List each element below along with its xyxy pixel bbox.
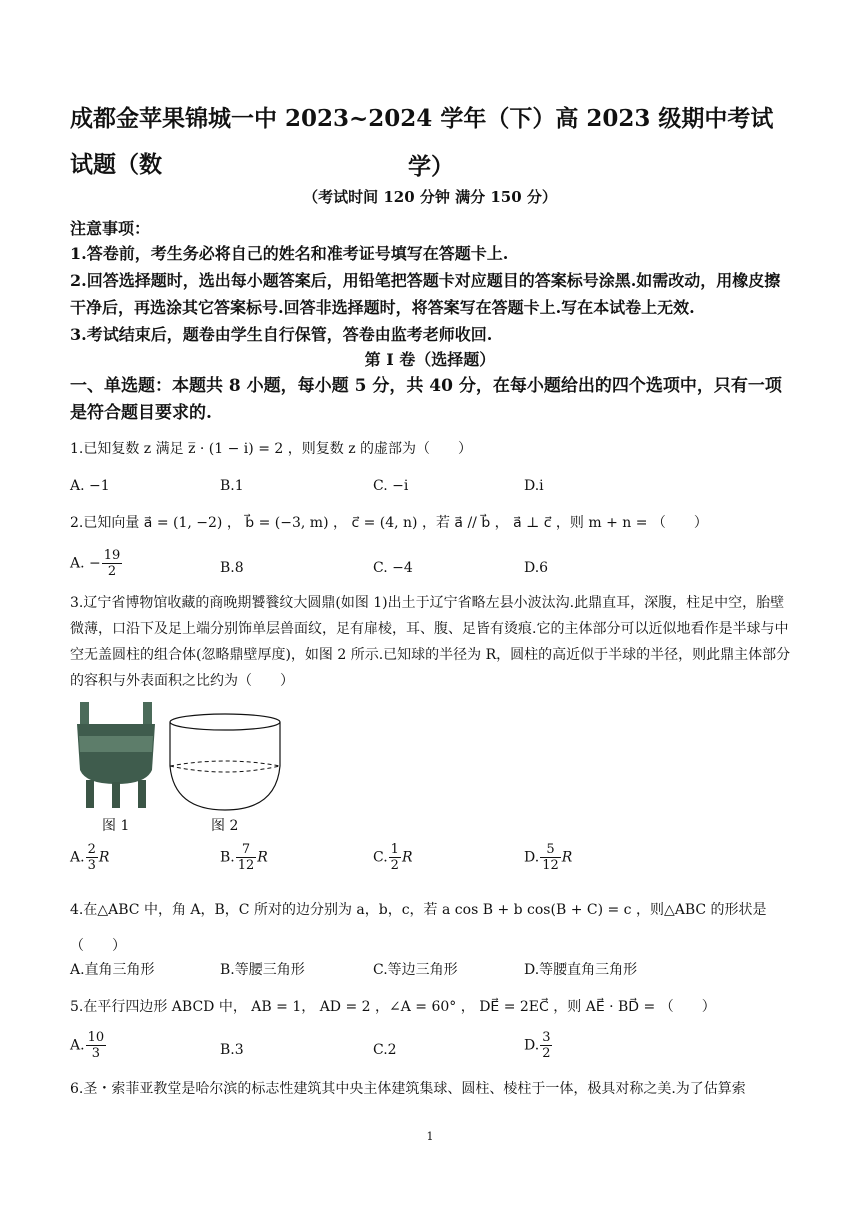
figure-1-label: 图 1 <box>102 818 130 834</box>
option-d <box>524 842 572 873</box>
fraction <box>540 842 561 873</box>
ding-leg-right <box>138 780 146 808</box>
question-4-options <box>70 959 792 983</box>
numerator: 10 <box>87 1030 105 1045</box>
question-1-options <box>70 478 792 502</box>
option-d: D.等腰直角三角形 <box>524 962 638 978</box>
numerator: 2 <box>87 842 96 857</box>
numerator: 7 <box>236 842 257 858</box>
denominator: 3 <box>87 858 96 873</box>
page-number: 1 <box>426 1130 434 1143</box>
fraction <box>389 842 401 873</box>
denominator: 2 <box>107 564 117 579</box>
option-c <box>373 842 413 873</box>
top-rim <box>170 714 280 730</box>
option-variable: R <box>98 849 110 866</box>
option-variable: R <box>401 849 413 866</box>
option-label: A. <box>70 849 85 866</box>
junction-dashed-back <box>170 761 280 766</box>
question-3-options <box>70 842 792 878</box>
notes-heading: 注意事项： <box>70 219 151 238</box>
option-b: B.等腰三角形 <box>220 962 305 978</box>
option-a <box>70 1030 107 1061</box>
option-d: D.i <box>524 478 544 494</box>
option-d: D.6 <box>524 560 549 576</box>
option-c: C.等边三角形 <box>373 962 458 978</box>
option-label: C. <box>373 849 388 866</box>
option-label: D. <box>524 849 540 866</box>
option-label: A. <box>70 1037 85 1054</box>
question-1-stem: 1.已知复数 z 满足 z̅ · (1 − i) = 2 ，则复数 z 的虚部为（ ） <box>70 441 473 457</box>
option-b: B.8 <box>220 560 244 576</box>
ding-leg-middle <box>112 782 120 808</box>
exam-subtitle: （考试时间 120 分钟 满分 150 分） <box>303 188 557 206</box>
volume-title: 第 I 卷（选择题） <box>364 350 496 369</box>
option-a: A. −1 <box>70 478 110 494</box>
question-4-stem: 4.在△ABC 中，角 A，B，C 所对的边分别为 a，b，c，若 a cos B + b cos(B + C) = c ，则△ABC 的形状是（ ） <box>70 902 767 954</box>
question-6-stem: 6.圣・索菲亚教堂是哈尔滨的标志性建筑其中央主体建筑集球、圆柱、棱柱于一体，极具对称之美.为了估算索 <box>70 1081 746 1097</box>
option-b: B.1 <box>220 478 244 494</box>
section-title: 一、单选题：本题共 8 小题，每小题 5 分，共 40 分，在每小题给出的四个选项中，只有一项是符合题目要求的. <box>70 376 782 423</box>
option-label: B. <box>220 849 235 866</box>
option-b <box>220 842 268 873</box>
fraction <box>540 1030 552 1061</box>
denominator: 12 <box>237 858 255 873</box>
option-a: A.直角三角形 <box>70 962 155 978</box>
fraction <box>102 548 123 579</box>
option-d <box>524 1030 553 1061</box>
question-2-options <box>70 548 792 588</box>
option-b: B.3 <box>220 1042 244 1058</box>
question-3-stem: 3.辽宁省博物馆收藏的商晚期饕餮纹大圆鼎(如图 1)出土于辽宁省略左县小波汰沟.此鼎直耳，深腹，柱足中空，胎壁微薄，口沿下及足上端分别饰单层兽面纹，足有扉棱，耳、腹、足皆有烫痕.它的主体部分可以近似地看作是半球与中空无盖圆柱的组合体(忽略鼎壁厚度)，如图 2 所示.已知球的半径为 R，圆柱的高近似于半球的半径，则此鼎主体部分的容积与外表面积之比约为（ ） <box>70 595 791 689</box>
denominator: 2 <box>390 858 399 873</box>
fraction <box>236 842 257 873</box>
numerator: 5 <box>540 842 561 858</box>
junction-dashed-front <box>170 766 280 772</box>
denominator: 2 <box>542 1046 551 1061</box>
fraction <box>86 842 98 873</box>
note-item: 1.答卷前，考生务必将自己的姓名和准考证号填写在答题卡上. <box>70 244 509 263</box>
question-5-options <box>70 1030 792 1070</box>
option-a <box>70 548 123 579</box>
note-item: 2.回答选择题时，选出每小题答案后，用铅笔把答题卡对应题目的答案标号涂黑.如需改动，用橡皮擦干净后，再选涂其它答案标号.回答非选择题时，将答案写在答题卡上.写在本试卷上无效. <box>70 271 781 317</box>
option-c: C. −i <box>373 478 409 494</box>
hemisphere-outline <box>170 766 280 810</box>
denominator: 3 <box>91 1046 100 1061</box>
option-label: D. <box>524 1037 540 1054</box>
option-c: C. −4 <box>373 560 413 576</box>
denominator: 12 <box>542 858 559 873</box>
option-variable: R <box>257 849 268 866</box>
fraction <box>86 1030 107 1061</box>
option-c: C.2 <box>373 1042 397 1058</box>
ding-left-ear <box>80 702 89 726</box>
numerator: 1 <box>390 842 399 857</box>
ding-vessel-figure <box>74 700 158 810</box>
numerator: 19 <box>103 548 121 563</box>
option-a <box>70 842 109 873</box>
option-a-label: A. − <box>70 555 101 572</box>
ding-right-ear <box>143 702 152 726</box>
option-variable: R <box>561 849 573 866</box>
ding-band <box>79 736 153 752</box>
figure-2-label: 图 2 <box>211 818 239 834</box>
ding-body <box>77 724 155 784</box>
question-5-stem: 5.在平行四边形 ABCD 中， AB = 1， AD = 2 ，∠A = 60° ， DE⃗ = 2EC⃗ ，则 AE⃗ · BD⃗ = （ ） <box>70 999 716 1015</box>
exam-title-line2: 学） <box>408 153 454 180</box>
note-item: 3.考试结束后，题卷由学生自行保管，答卷由监考老师收回. <box>70 325 493 344</box>
question-2-stem: 2.已知向量 a⃗ = (1, −2) ， b⃗ = (−3, m) ， c⃗ = (4, n) ，若 a⃗ // b⃗ ， a⃗ ⊥ c⃗ ，则 m + n = （ ） <box>70 515 708 531</box>
exam-title-line1: 成都金苹果锦城一中 2023~2024 学年（下）高 2023 级期中考试试题（数 <box>70 105 774 178</box>
numerator: 3 <box>542 1030 551 1045</box>
hemisphere-cylinder-figure <box>166 712 284 812</box>
ding-leg-left <box>86 780 94 808</box>
